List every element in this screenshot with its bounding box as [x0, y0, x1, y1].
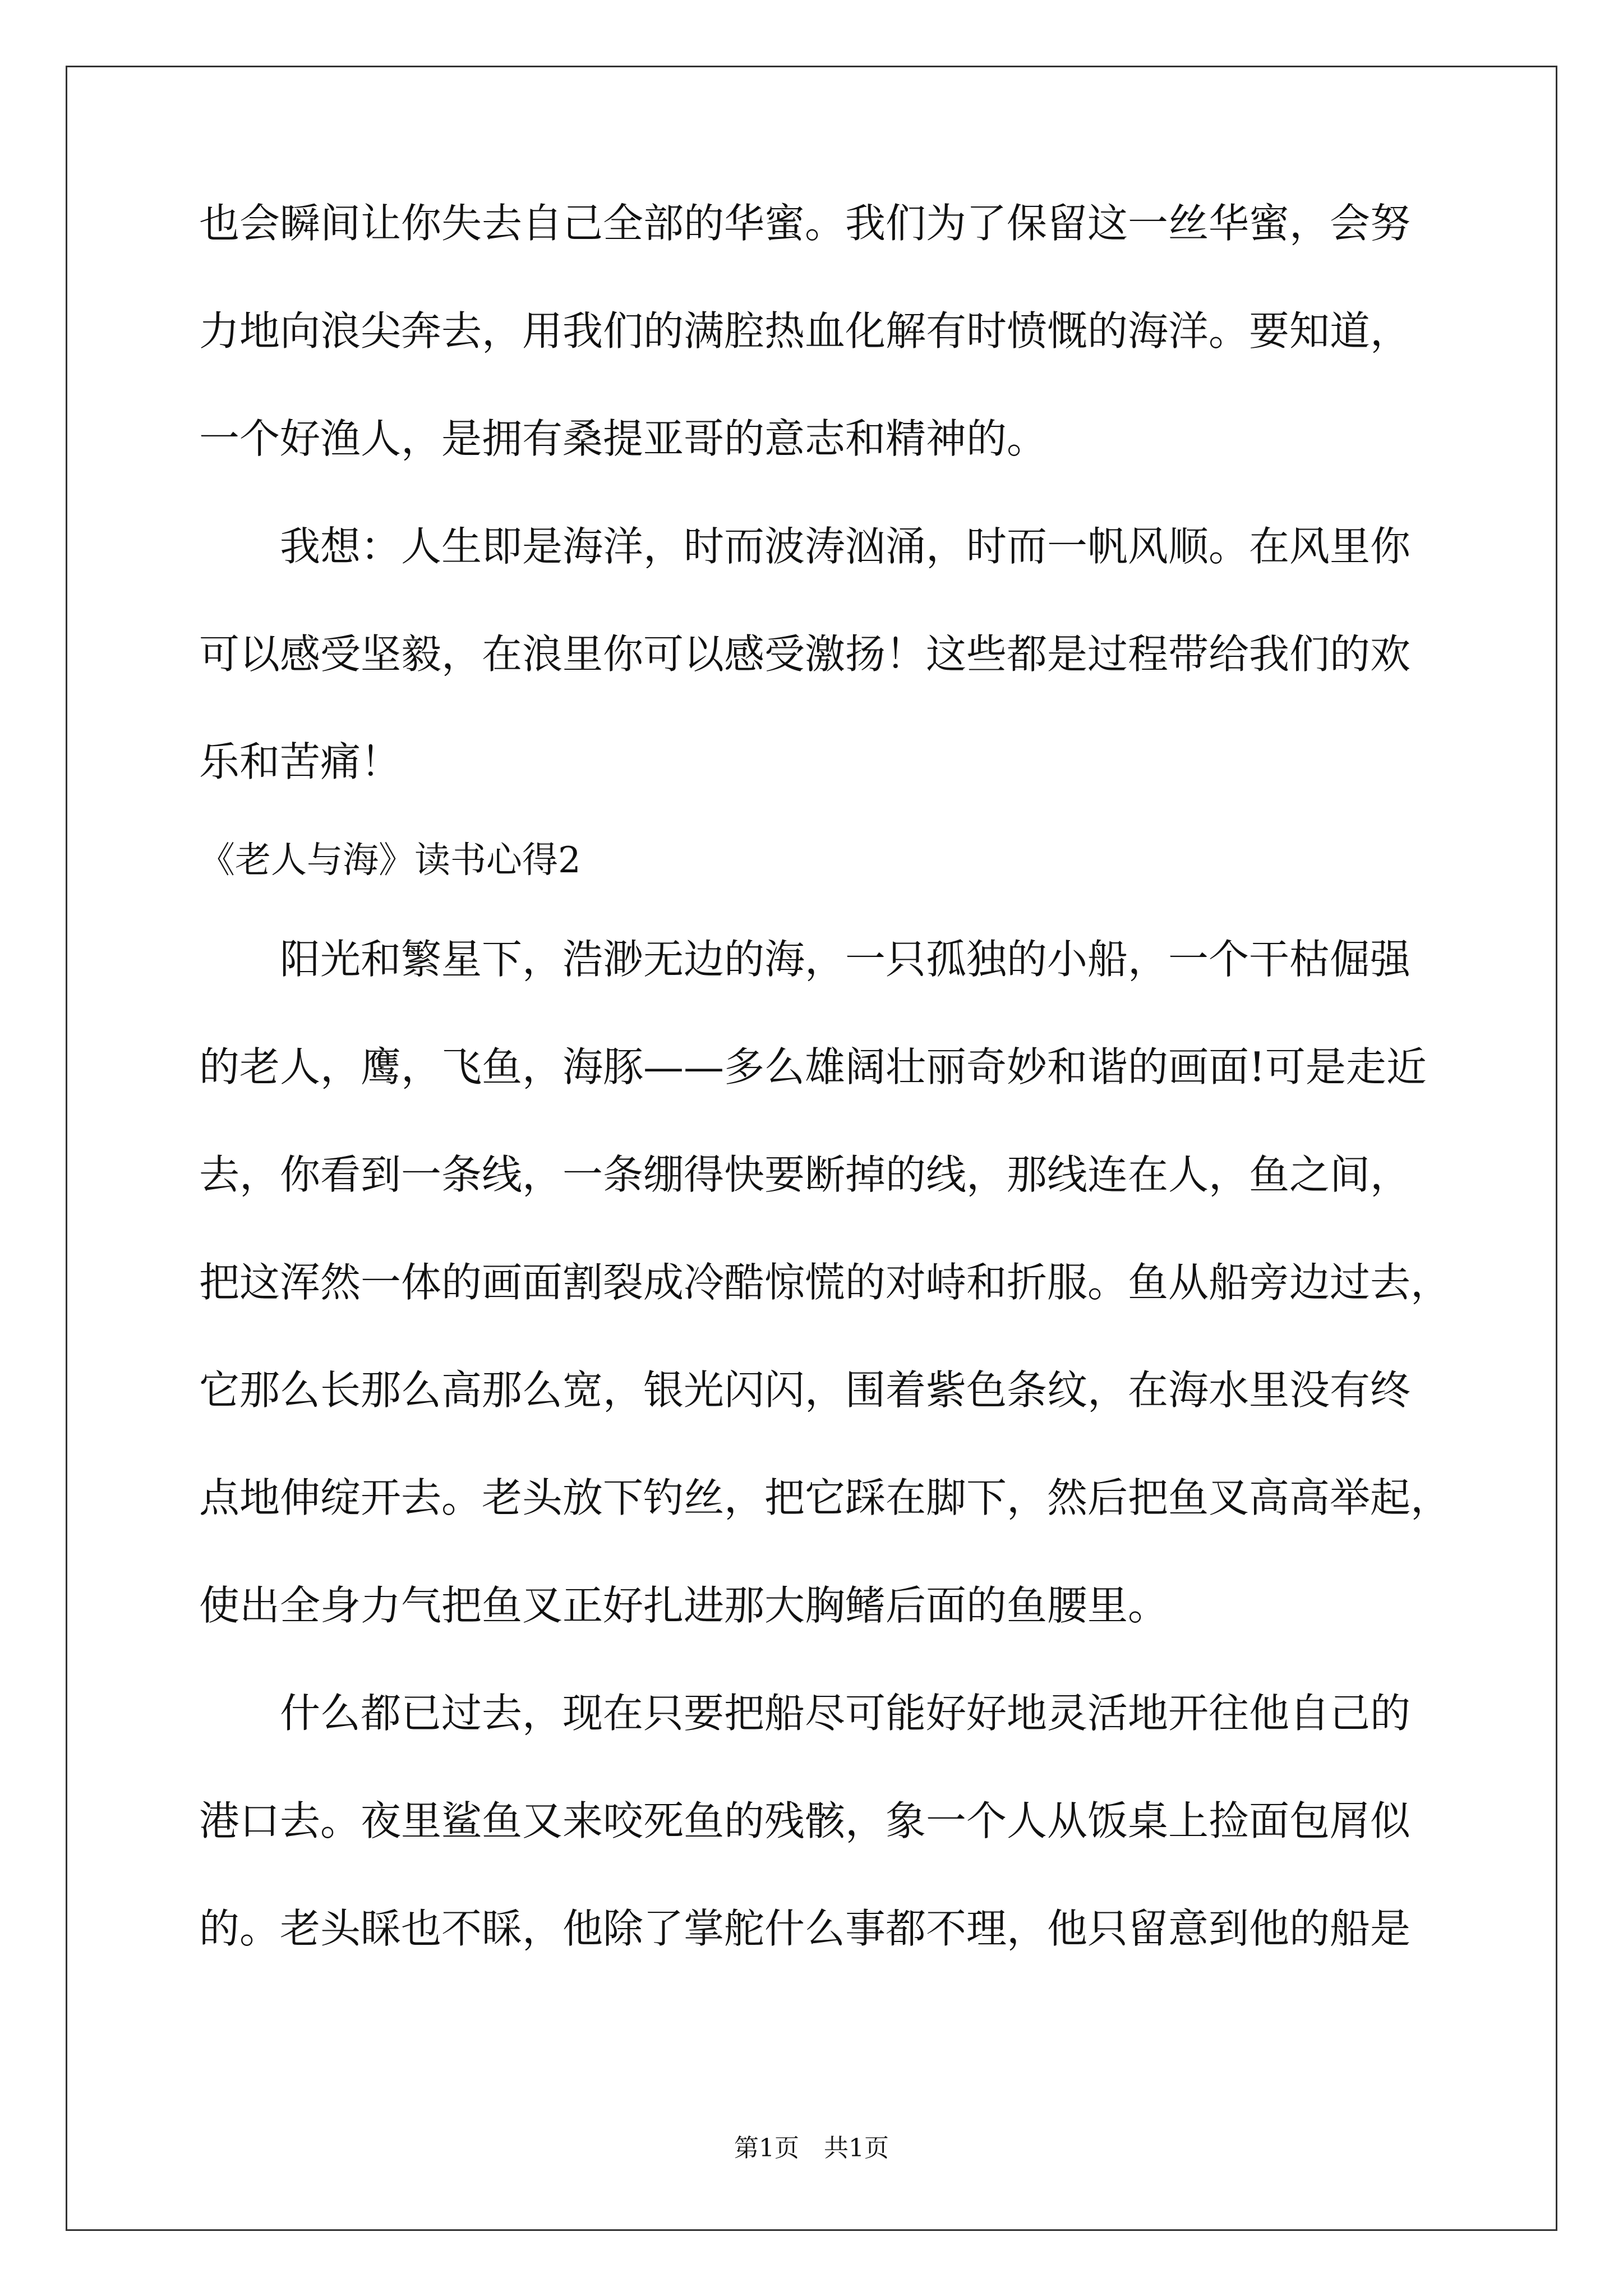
- text-line: 我想：人生即是海洋，时而波涛汹涌，时而一帆风顺。在风里你: [280, 523, 1411, 570]
- text-line: 阳光和繁星下，浩渺无边的海，一只孤独的小船，一个干枯倔强: [280, 936, 1411, 983]
- text-line: 一个好渔人，是拥有桑提亚哥的意志和精神的。: [199, 415, 1048, 462]
- text-line: 也会瞬间让你失去自己全部的华蜜。我们为了保留这一丝华蜜，会努: [199, 200, 1411, 247]
- text-line: 可以感受坚毅，在浪里你可以感受激扬！这些都是过程带给我们的欢: [199, 631, 1411, 678]
- text-line: 它那么长那么高那么宽，银光闪闪，围着紫色条纹，在海水里没有终: [199, 1366, 1411, 1414]
- text-line: 使出全身力气把鱼叉正好扎进那大胸鳍后面的鱼腰里。: [199, 1582, 1169, 1629]
- text-line: 港口去。夜里鲨鱼又来咬死鱼的残骸，象一个人从饭桌上捡面包屑似: [199, 1797, 1411, 1844]
- paragraph: [199, 932, 1451, 1632]
- text-line: 点地伸绽开去。老头放下钓丝，把它踩在脚下，然后把鱼叉高高举起，: [199, 1474, 1451, 1521]
- paragraph: [199, 1686, 1432, 1955]
- text-line: 的老人，鹰，飞鱼，海豚——多么雄阔壮丽奇妙和谐的画面!可是走近: [199, 1043, 1427, 1091]
- text-line: 什么都已过去，现在只要把船尽可能好好地灵活地开往他自己的: [280, 1690, 1411, 1737]
- text-line: 力地向浪尖奔去，用我们的满腔热血化解有时愤慨的海洋。要知道，: [199, 307, 1411, 355]
- page-footer: 第1页 共1页: [734, 2134, 889, 2162]
- section-heading: 《老人与海》读书心得2: [199, 840, 581, 881]
- document-body: [199, 196, 1451, 1955]
- text-line: 乐和苦痛！: [199, 738, 402, 785]
- paragraph: [199, 196, 1432, 466]
- text-line: 去，你看到一条线，一条绷得快要断掉的线，那线连在人，鱼之间，: [199, 1151, 1411, 1198]
- text-line: 的。老头睬也不睬，他除了掌舵什么事都不理，他只留意到他的船是: [199, 1905, 1411, 1952]
- text-line: 把这浑然一体的画面割裂成冷酷惊慌的对峙和折服。鱼从船旁边过去，: [199, 1259, 1451, 1306]
- paragraph: [199, 519, 1432, 789]
